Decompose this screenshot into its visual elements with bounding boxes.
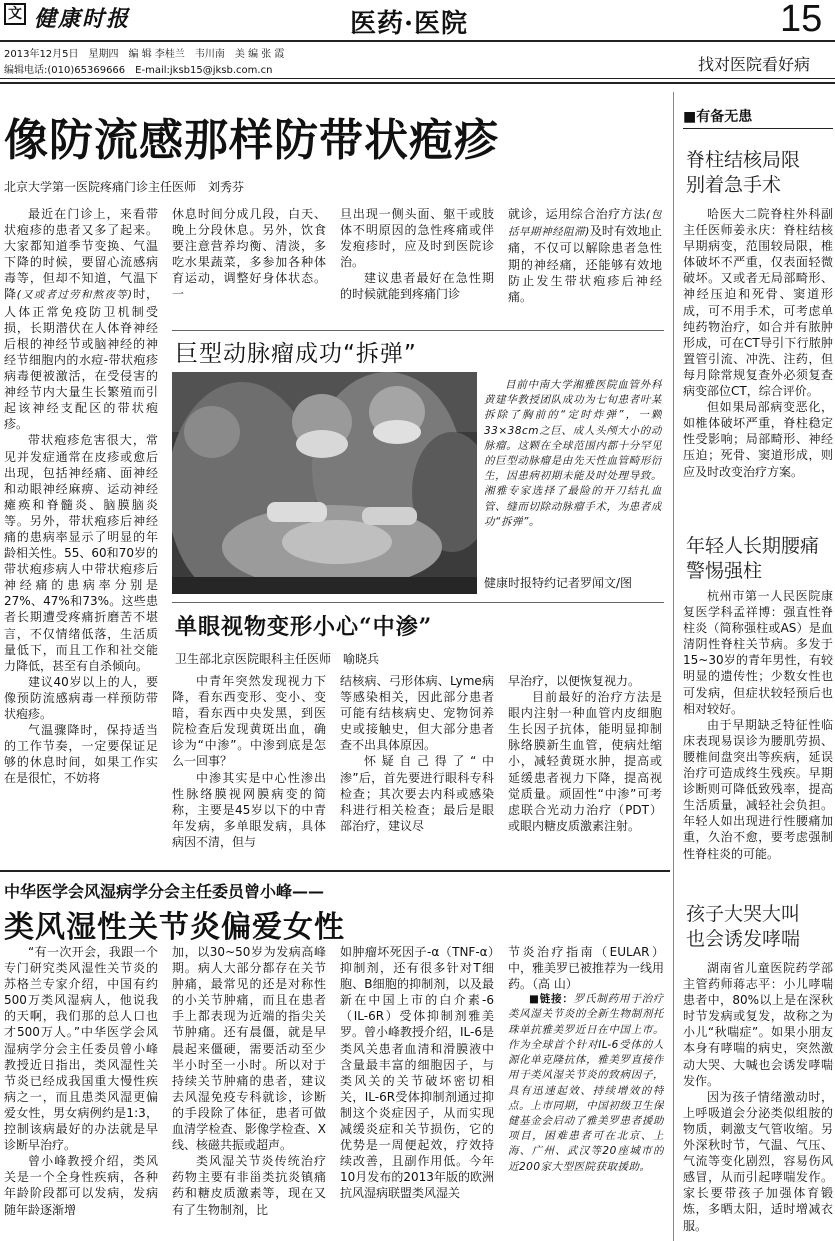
sidebar-item-2-title: 年轻人长期腰痛 警惕强柱	[686, 535, 820, 582]
eye-article-col2: 结核病、弓形体病、Lyme病等感染相关，因此部分患者可能有结核病史、宠物饲养史或接触史，但大部分患者查不出具体原因。 怀疑自己得了“中渗”后，首先要进行眼科专科检查；其次要去内科或感染科进行相关检查；最后是眼部治疗，建议尽	[340, 674, 494, 833]
main-article-col4: 就诊，运用综合治疗方法(包括早期神经阻滞)及时有效地止痛，不仅可以解除患者急性期的神经痛，还能够有效地防止发生带状疱疹后神经痛。	[508, 207, 662, 304]
ra-article-col2: 加，以30~50岁为发病高峰期。病人大部分都存在关节肿痛，最常见的还是对称性的小关节肿痛，而且在患者手上都表现为近端的指尖关节肿痛。还有晨僵，就是早晨起来僵硬，需要活动至少半小时至一小时。所以对于持续关节肿痛的患者，建议去风湿免疫专科就诊，诊断的手段除了体征，患者可做血清学检查、影像学检查、X线、核磁共振或超声。 类风湿关节炎传统治疗药物主要有非甾类抗炎镇痛药和糖皮质激素等，现在又有了生物制剂，比	[172, 945, 326, 1217]
sidebar-item-3-title: 孩子大哭大叫 也会诱发哮喘	[686, 903, 801, 950]
slogan: 找对医院看好病	[698, 55, 811, 74]
ra-article-col1: “有一次开会，我跟一个专门研究类风湿性关节炎的苏格兰专家介绍，中国有约500万类风湿病人，他说我的天啊，我们那的总人口也才500万人。”中华医学会风湿病学分会主任委员曾小峰教授近日指出，类风湿性关节炎已经成我国重大慢性疾病之一，而且患类风湿更偏爱女性，男女病例约是1:3，控制该病最好的办法就是早诊断早治疗。 曾小峰教授介绍，类风关是一个全身性疾病，各种年龄阶段都可以发病，发病随年龄逐渐增	[4, 945, 158, 1217]
eye-article-col1: 中青年突然发现视力下降，看东西变形、变小、变暗，看东西中央发黑，到医院检查后发现黄斑出血，确诊为“中渗”。中渗到底是怎么一回事？ 中渗其实是中心性渗出性脉络膜视网膜病变的简称，主要是45岁以下的中青年发病，多单眼发病，具体病因不清，但与	[172, 674, 326, 849]
ra-article-title: 类风湿性关节炎偏爱女性	[4, 910, 345, 945]
sidebar-label: ■有备无患	[683, 109, 753, 125]
photo-story-title: 巨型动脉瘤成功“拆弹”	[175, 341, 417, 367]
main-article-col3: 旦出现一侧头面、躯干或肢体不明原因的急性疼痛或伴发疱疹时，应及时到医院诊治。 建议患者最好在急性期的时候就能到疼痛门诊	[340, 207, 494, 302]
eye-article-col3: 早治疗，以便恢复视力。 目前最好的治疗方法是眼内注射一种血管内皮细胞生长因子抗体，能明显抑制脉络膜新生血管，使病灶缩小，减轻黄斑水肿，提高或延缓患者视力下降，提高视觉质量。顽固性“中渗”可考虑联合光动力治疗（PDT）或眼内糖皮质激素注射。	[508, 674, 662, 833]
ra-article-col4: 节炎治疗指南（EULAR）中，雅美罗已被推荐为一线用药。（高 山） ■链接：罗氏制药用于治疗类风湿关节炎的全新生物制剂托珠单抗雅美罗近日在中国上市。作为全球首个针对IL-6受体的人源化单克隆抗体，雅美罗直接作用于类风湿关节炎的致病因子，具有迅速起效、持续增效的特点。上市同期，中国初级卫生保健基金会启动了雅美罗患者援助项目，困难患者可在北京、上海、广州、武汉等20座城市的近200家大型医院获取援助。	[508, 945, 664, 1173]
surgery-photo	[172, 372, 477, 594]
main-article-byline: 北京大学第一医院疼痛门诊主任医师 刘秀芬	[4, 180, 245, 194]
main-article-col1: 最近在门诊上，来看带状疱疹的患者又多了起来。大家都知道季节变换、气温下降的时候，要留心流感病毒等，但却不知道，气温下降(又或者过劳和熬夜等)时，人体正常免疫防卫机制受损，长期潜伏在人体脊神经后根的神经节或脑神经的神经节细胞内的水痘-带状疱疹病毒便被激活，在受侵害的神经节内大量生长繁殖而引起该神经支配区的带状疱疹。 带状疱疹危害很大，常见并发症通常在皮疹或愈后出现，包括神经痛、面神经和动眼神经麻痹、运动神经瘫痪和脊髓炎、脑膜脑炎等。另外，带状疱疹后神经痛的患病率显示了明显的年龄相关性。55、60和70岁的带状疱疹病人中带状疱疹后神经痛的患病率分别是27%、47%和73%。这些患者长期遭受疼痛折磨苦不堪言，不仅情绪低落，生活质量低下，而且工作和社交能力降低，甚至有自杀倾向。 建议40岁以上的人，要像预防流感病毒一样预防带状疱疹。 气温骤降时，保持适当的工作节奏，一定要保证足够的休息时间，如果工作实在是很忙，不妨将	[4, 207, 158, 786]
photo-caption: 目前中南大学湘雅医院血管外科黄建华教授团队成功为七旬患者叶某拆除了胸前的“定时炸弹”，一颗33×38cm之巨、成人头颅大小的动脉瘤。这颗在全球范围内都十分罕见的巨型动脉瘤是由先天性血管畸形衍生，因患病初期未能及时处理导致。湘雅专家选择了最险的开刀结扎血管、缝而切除动脉瘤手术，为患者成功“拆弹”。	[484, 379, 662, 528]
sidebar-item-1-title: 脊柱结核局限 别着急手术	[686, 149, 801, 196]
ra-article-kicker: 中华医学会风湿病学分会主任委员曾小峰——	[4, 882, 325, 901]
sidebar-item-2-body: 杭州市第一人民医院康复医学科孟祥博：强直性脊柱炎（简称强柱或AS）是血清阴性脊柱关节病。多发于15~30岁的青年男性，有较明显的遗传性；少数女性也可发病，但症状较轻预后也相对较好。 由于早期缺乏特征性临床表现易误诊为腰肌劳损、腰椎间盘突出等疾病，延误治疗可造成终生残疾。早期诊断则可降低致残率，提高生活质量，减轻社会负担。年轻人如出现进行性腰痛加重，久治不愈，要考虑强制性脊柱炎的可能。	[683, 589, 833, 861]
sidebar-item-3-body: 湖南省儿童医院药学部主管药师蒋志平：小儿哮喘患者中，80%以上是在深秋时节发病或复发，故称之为小儿“秋喘症”。如果小朋友本身有哮喘的病史，突然激动大哭、大喊也会诱发哮喘发作。 因为孩子情绪激动时，上呼吸道会分泌类似组胺的物质，刺激支气管收缩。另外深秋时节，气温、气压、气流等变化剧烈，容易伤风感冒，从而引起哮喘发作。家长要带孩子加强体育锻炼，多晒太阳，适时增减衣服。	[683, 961, 833, 1233]
link-label: ■链接：	[529, 993, 574, 1006]
paper-name: 健康时报	[34, 6, 131, 32]
main-article-col2: 休息时间分成几段，白天、晚上分段休息。另外，饮食要注意营养均衡、清淡，多吃水果蔬菜，多参加各种体育运动，调整好身体状态。一	[172, 207, 326, 302]
contact-line: 编辑电话:(010)65369666 E-mail:jksb15@jksb.com.cn	[4, 65, 273, 76]
photo-credit: 健康时报特约记者罗闻文/图	[484, 576, 633, 590]
date-line: 2013年12月5日 星期四 编 辑 李桂兰 韦川南 美 编 张 霞	[4, 49, 285, 60]
sidebar-item-1-body: 哈医大二院脊柱外科副主任医师姜永庆：脊柱结核早期病变，范围较局限，椎体破坏不严重，仅表面轻微破坏。又或者无局部畸形、神经压迫和死骨、窦道形成，可不用手术，可考虑单纯药物治疗，如合并有脓肿形成，可在CT导引下行脓肿置管引流、冲洗、注药，但每月除常规复查外必须复查病变部位CT，综合评价。 但如果局部病变恶化，如椎体破坏严重，脊柱稳定性受影响；局部畸形、神经压迫；死骨、窦道形成，则应及时改变治疗方案。	[683, 207, 833, 479]
page-number: 15	[780, 0, 823, 40]
section-title: 医药·医院	[350, 9, 469, 39]
ra-article-col3: 如肿瘤坏死因子-α（TNF-α）抑制剂，还有很多针对T细胞、B细胞的抑制剂，以及最新在中国上市的白介素-6（IL-6R）受体抑制剂雅美罗。曾小峰教授介绍，IL-6是类风关患者血清和滑膜液中含量最丰富的细胞因子，与类风关的关节破坏密切相关，IL-6R受体抑制剂通过抑制这个炎症因子，从而实现减缓炎症和关节损伤，它的优势是一周便起效，疗效持续改善，且副作用低。今年10月发布的2013年版的欧洲抗风湿病联盟类风湿关	[340, 945, 494, 1201]
eye-article-title: 单眼视物变形小心“中渗”	[175, 614, 433, 640]
eye-article-byline: 卫生部北京医院眼科主任医师 喻晓兵	[175, 652, 380, 666]
main-article-title: 像防流感那样防带状疱疹	[4, 115, 499, 166]
square-bullet-icon: ■	[683, 109, 697, 125]
newspaper-logo-icon: 文	[4, 3, 26, 25]
